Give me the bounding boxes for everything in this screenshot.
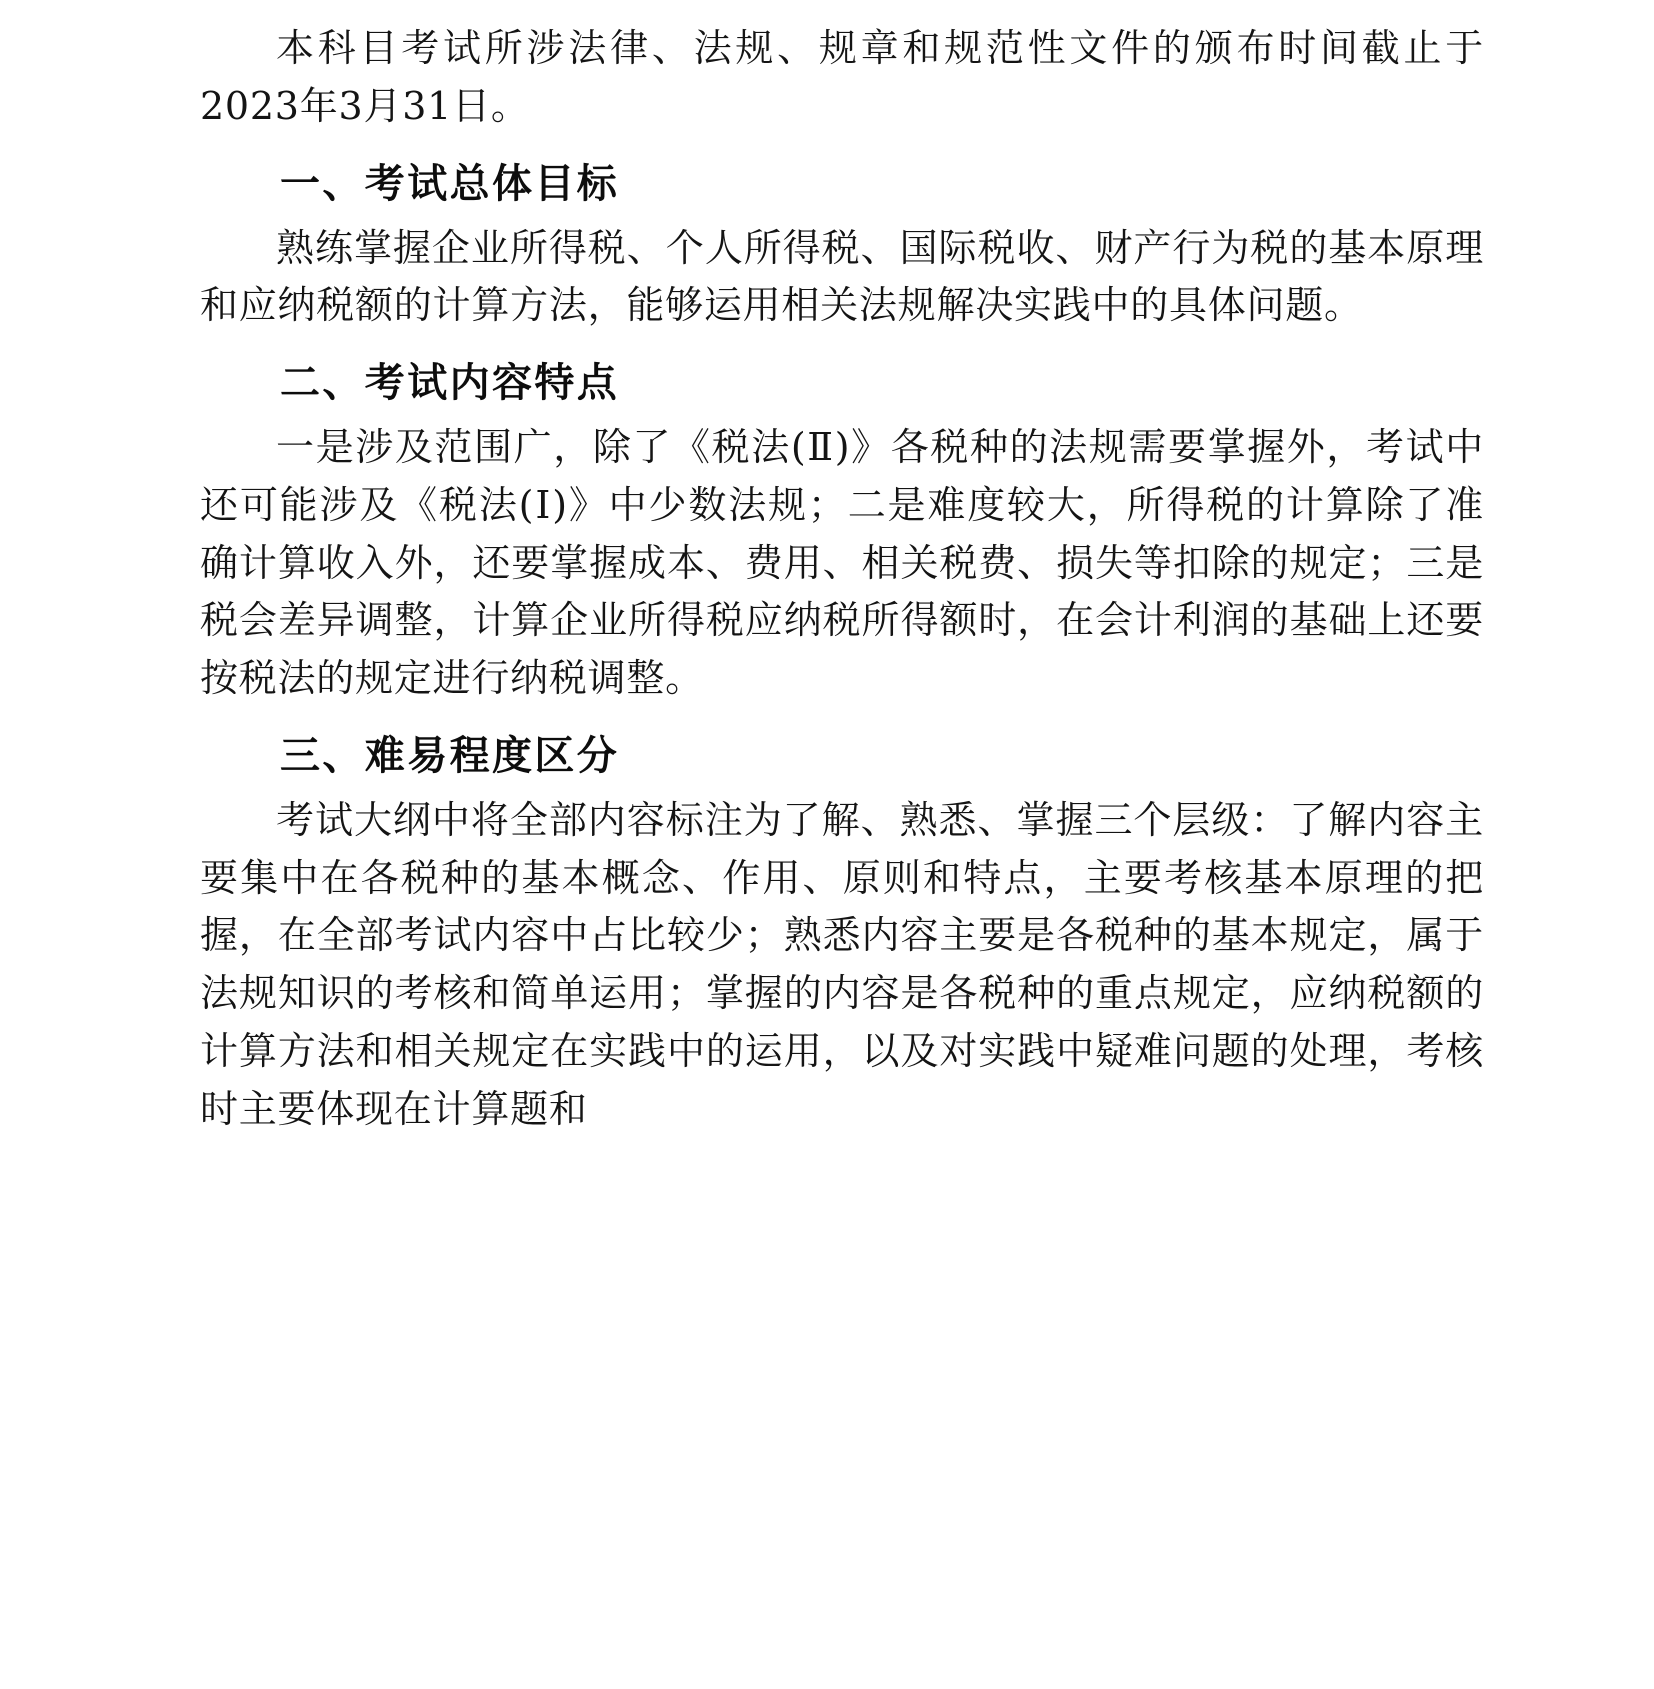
section-1-paragraph: 熟练掌握企业所得税、个人所得税、国际税收、财产行为税的基本原理和应纳税额的计算方法，能够运用相关法规解决实践中的具体问题。 [200, 225, 1484, 328]
section-3-paragraph: 考试大纲中将全部内容标注为了解、熟悉、掌握三个层级：了解内容主要集中在各税种的基本概念、作用、原则和特点，主要考核基本原理的把握，在全部考试内容中占比较少；熟悉内容主要是各税种的基本规定，属于法规知识的考核和简单运用；掌握的内容是各税种的重点规定，应纳税额的计算方法和相关规定在实践中的运用，以及对实践中疑难问题的处理，考核时主要体现在计算题和 [200, 797, 1484, 1131]
section-2-paragraph: 一是涉及范围广，除了《税法(Ⅱ)》各税种的法规需要掌握外，考试中还可能涉及《税法(Ⅰ)》中少数法规；二是难度较大，所得税的计算除了准确计算收入外，还要掌握成本、费用、相关税费、损失等扣除的规定；三是税会差异调整，计算企业所得税应纳税所得额时，在会计利润的基础上还要按税法的规定进行纳税调整。 [200, 425, 1484, 700]
section-heading-1: 一、考试总体目标 [280, 159, 620, 207]
document-body [200, 20, 1484, 1138]
section-heading-3: 三、难易程度区分 [280, 731, 620, 779]
intro-paragraph: 本科目考试所涉法律、法规、规章和规范性文件的颁布时间截止于2023年3月31日。 [200, 26, 1484, 128]
section-heading-2: 二、考试内容特点 [280, 359, 620, 406]
